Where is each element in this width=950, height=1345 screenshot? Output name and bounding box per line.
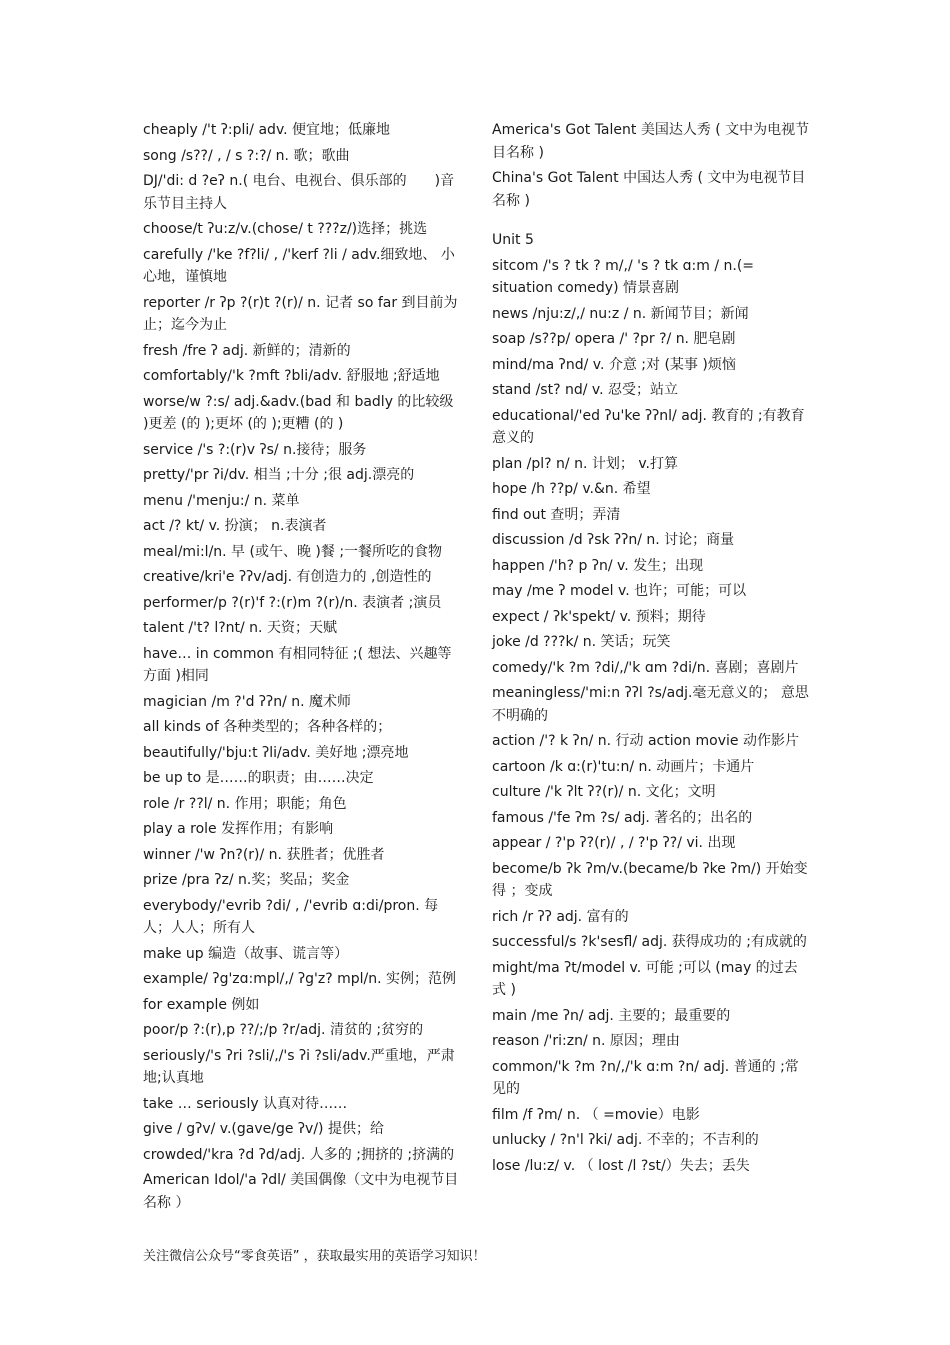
left-vocab-entry: everybody/'evrib ?di/ , /'evrib ɑ:di/pron. 每人；人人；所有人 — [143, 897, 439, 936]
left-vocab-entry: worse/w ?:s/ adj.&adv.(bad 和 badly 的比较级 )更差 (的 );更坏 (的 );更糟 (的 ) — [143, 393, 454, 432]
right-vocab-entry: expect / ʔk'spekt/ v. 预料；期待 — [492, 608, 706, 625]
right-vocab-entry: unlucky / ?n'l ʔki/ adj. 不幸的；不吉利的 — [492, 1132, 759, 1148]
left-vocab-entry: song /s??/ , / s ?:?/ n. 歌；歌曲 — [143, 147, 350, 164]
left-vocab-entry: for example 例如 — [143, 996, 260, 1013]
right-vocab-entry: rich /r ʔʔ adj. 富有的 — [492, 908, 629, 925]
right-vocab-entry: joke /d ???k/ n. 笑话；玩笑 — [492, 634, 671, 650]
right-vocab-entry: America's Got Talent 美国达人秀 ( 文中为电视节目名称 ) — [492, 122, 810, 161]
right-vocab-entry: mind/ma ʔnd/ v. 介意 ;对 (某事 )烦恼 — [492, 356, 736, 373]
left-vocab-entry: choose/t ʔu:z/v.(chose/ t ???z/)选择；挑选 — [143, 221, 428, 237]
left-vocab-entry: fresh /fre ʔ adj. 新鲜的；清新的 — [143, 342, 351, 359]
left-vocab-entry: have… in common 有相同特征 ;( 想法、兴趣等方面 )相同 — [143, 645, 452, 684]
left-vocab-entry: American Idol/'a ʔdl/ 美国偶像（文中为电视节目名称 ） — [143, 1172, 459, 1211]
left-vocab-entry: talent /'t? l?nt/ n. 天资；天赋 — [143, 620, 337, 636]
right-vocab-entry: main /me ʔn/ adj. 主要的；最重要的 — [492, 1007, 731, 1024]
right-vocab-entry: film /f ʔm/ n. （ =movie）电影 — [492, 1106, 700, 1123]
right-vocab-entry: hope /h ??p/ v.&n. 希望 — [492, 481, 651, 497]
left-vocab-entry: performer/p ?(r)'f ?:(r)m ?(r)/n. 表演者 ;演员 — [143, 594, 442, 611]
right-vocab-entry: lose /lu:z/ v. （ lost /l ?st/）失去；丢失 — [492, 1157, 750, 1174]
right-vocab-entry: appear / ?'p ʔ?(r)/ , / ?'p ʔ?/ vi. 出现 — [492, 835, 736, 851]
left-vocab-entry: seriously/'s ʔri ?sli/,/'s ʔi ?sli/adv.严重地，严肃地;认真地 — [143, 1047, 455, 1086]
left-vocab-entry: pretty/'pr ʔi/dv. 相当 ;十分 ;很 adj.漂亮的 — [143, 467, 415, 483]
left-vocab-entry: act /? kt/ v. 扮演； n.表演者 — [143, 518, 327, 534]
left-vocab-entry: take … seriously 认真对待…… — [143, 1095, 348, 1112]
right-vocab-entry: sitcom /'s ? tk ? m/,/ 's ? tk ɑ:m / n.(= situation comedy) 情景喜剧 — [492, 257, 755, 296]
right-vocab-entry: may /me ʔ model v. 也许；可能；可以 — [492, 583, 747, 599]
right-vocab-entry: successful/s ?k'sesfl/ adj. 获得成功的 ;有成就的 — [492, 934, 807, 950]
left-vocab-entry: DJ/'di: d ?eʔ n.( 电台、电视台、俱乐部的 )音乐节目主持人 — [143, 173, 455, 212]
right-vocab-entry: reason /'ri:zn/ n. 原因；理由 — [492, 1033, 680, 1049]
right-vocab-entry: become/b ʔk ʔm/v.(became/b ʔke ʔm/) 开始变得 ；变成 — [492, 860, 808, 899]
left-vocab-entry: all kinds of 各种类型的；各种各样的； — [143, 719, 392, 735]
right-vocab-entry: news /nju:z/,/ nu:z / n. 新闻节目；新闻 — [492, 305, 749, 322]
right-vocab-entry: plan /pl? n/ n. 计划； v.打算 — [492, 455, 678, 472]
left-vocab-entry: cheaply /'t ʔ:pli/ adv. 便宜地；低廉地 — [143, 122, 391, 138]
right-vocab-entry: China's Got Talent 中国达人秀 ( 文中为电视节目名称 ) — [492, 170, 806, 209]
right-vocab-entry: famous /'fe ʔm ?s/ adj. 著名的；出名的 — [492, 809, 753, 826]
left-vocab-entry: beautifully/'bju:t ʔli/adv. 美好地 ;漂亮地 — [143, 744, 409, 761]
left-vocab-entry: crowded/'kra ?d ʔd/adj. 人多的 ;拥挤的 ;挤满的 — [143, 1146, 455, 1163]
left-column — [143, 119, 461, 1217]
left-vocab-entry: prize /pra ʔz/ n.奖；奖品；奖金 — [143, 872, 350, 888]
right-vocab-entry: action /'? k ʔn/ n. 行动 action movie 动作影片 — [492, 733, 799, 749]
right-vocab-entry: meaningless/'mi:n ʔʔl ?s/adj.毫无意义的； 意思不明确的 — [492, 685, 809, 724]
left-vocab-entry: reporter /r ʔp ?(r)t ?(r)/ n. 记者 so far 到目前为止；迄今为止 — [143, 294, 458, 333]
right-column — [492, 119, 810, 1180]
right-vocab-entry: soap /s??p/ opera /' ?pr ?/ n. 肥皂剧 — [492, 331, 736, 347]
footer-note: 关注微信公众号“零食英语” ，获取最实用的英语学习知识！ — [143, 1249, 486, 1264]
left-vocab-entry: winner /'w ʔn?(r)/ n. 获胜者；优胜者 — [143, 846, 385, 863]
left-vocab-entry: meal/mi:l/n. 早 (或午、晚 )餐 ;一餐所吃的食物 — [143, 543, 443, 560]
left-vocab-entry: role /r ??l/ n. 作用；职能；角色 — [143, 795, 347, 812]
right-vocab-entry: discussion /d ʔsk ʔʔn/ n. 讨论；商量 — [492, 532, 735, 548]
left-vocab-entry: creative/kri'e ʔʔv/adj. 有创造力的 ,创造性的 — [143, 569, 432, 585]
right-vocab-entry: might/ma ʔt/model v. 可能 ;可以 (may 的过去式 ) — [492, 959, 798, 998]
left-vocab-entry: comfortably/'k ?mft ?bli/adv. 舒服地 ;舒适地 — [143, 368, 440, 384]
right-vocab-entry: educational/'ed ʔu'ke ʔʔnl/ adj. 教育的 ;有教育意义的 — [492, 407, 805, 446]
left-vocab-entry: poor/p ?:(r),p ??/;/p ?r/adj. 清贫的 ;贫穷的 — [143, 1022, 424, 1038]
left-vocab-entry: give / gʔv/ v.(gave/ge ʔv/) 提供；给 — [143, 1121, 384, 1137]
right-vocab-entry: happen /'h? p ʔn/ v. 发生；出现 — [492, 557, 704, 574]
right-vocab-entry: common/'k ?m ?n/,/'k ɑ:m ?n/ adj. 普通的 ;常见的 — [492, 1058, 799, 1097]
right-vocab-entry: find out 查明；弄清 — [492, 506, 621, 523]
right-vocab-entry: comedy/'k ?m ?di/,/'k ɑm ?di/n. 喜剧；喜剧片 — [492, 659, 799, 676]
left-vocab-entry: play a role 发挥作用；有影响 — [143, 821, 334, 837]
left-vocab-entry: menu /'menju:/ n. 菜单 — [143, 492, 300, 509]
right-vocab-entry: cartoon /k ɑ:(r)'tu:n/ n. 动画片；卡通片 — [492, 758, 755, 775]
left-vocab-entry: carefully /'ke ?f?li/ , /'kerf ?li / adv.细致地、 小心地，谨慎地 — [143, 246, 455, 285]
left-vocab-entry: make up 编造（故事、谎言等） — [143, 945, 349, 962]
right-vocab-entry: stand /st? nd/ v. 忍受；站立 — [492, 382, 678, 398]
left-vocab-entry: be up to 是……的职责；由……决定 — [143, 770, 374, 786]
left-vocab-entry: service /'s ?:(r)v ʔs/ n.接待；服务 — [143, 441, 367, 458]
right-vocab-entry: culture /'k ʔlt ʔ?(r)/ n. 文化；文明 — [492, 784, 716, 800]
left-vocab-entry: magician /m ?'d ʔʔn/ n. 魔术师 — [143, 693, 352, 710]
left-vocab-entry: example/ ʔg'zɑ:mpl/,/ ʔg'z? mpl/n. 实例；范例 — [143, 971, 457, 987]
right-vocab-entry: Unit 5 — [492, 232, 534, 248]
